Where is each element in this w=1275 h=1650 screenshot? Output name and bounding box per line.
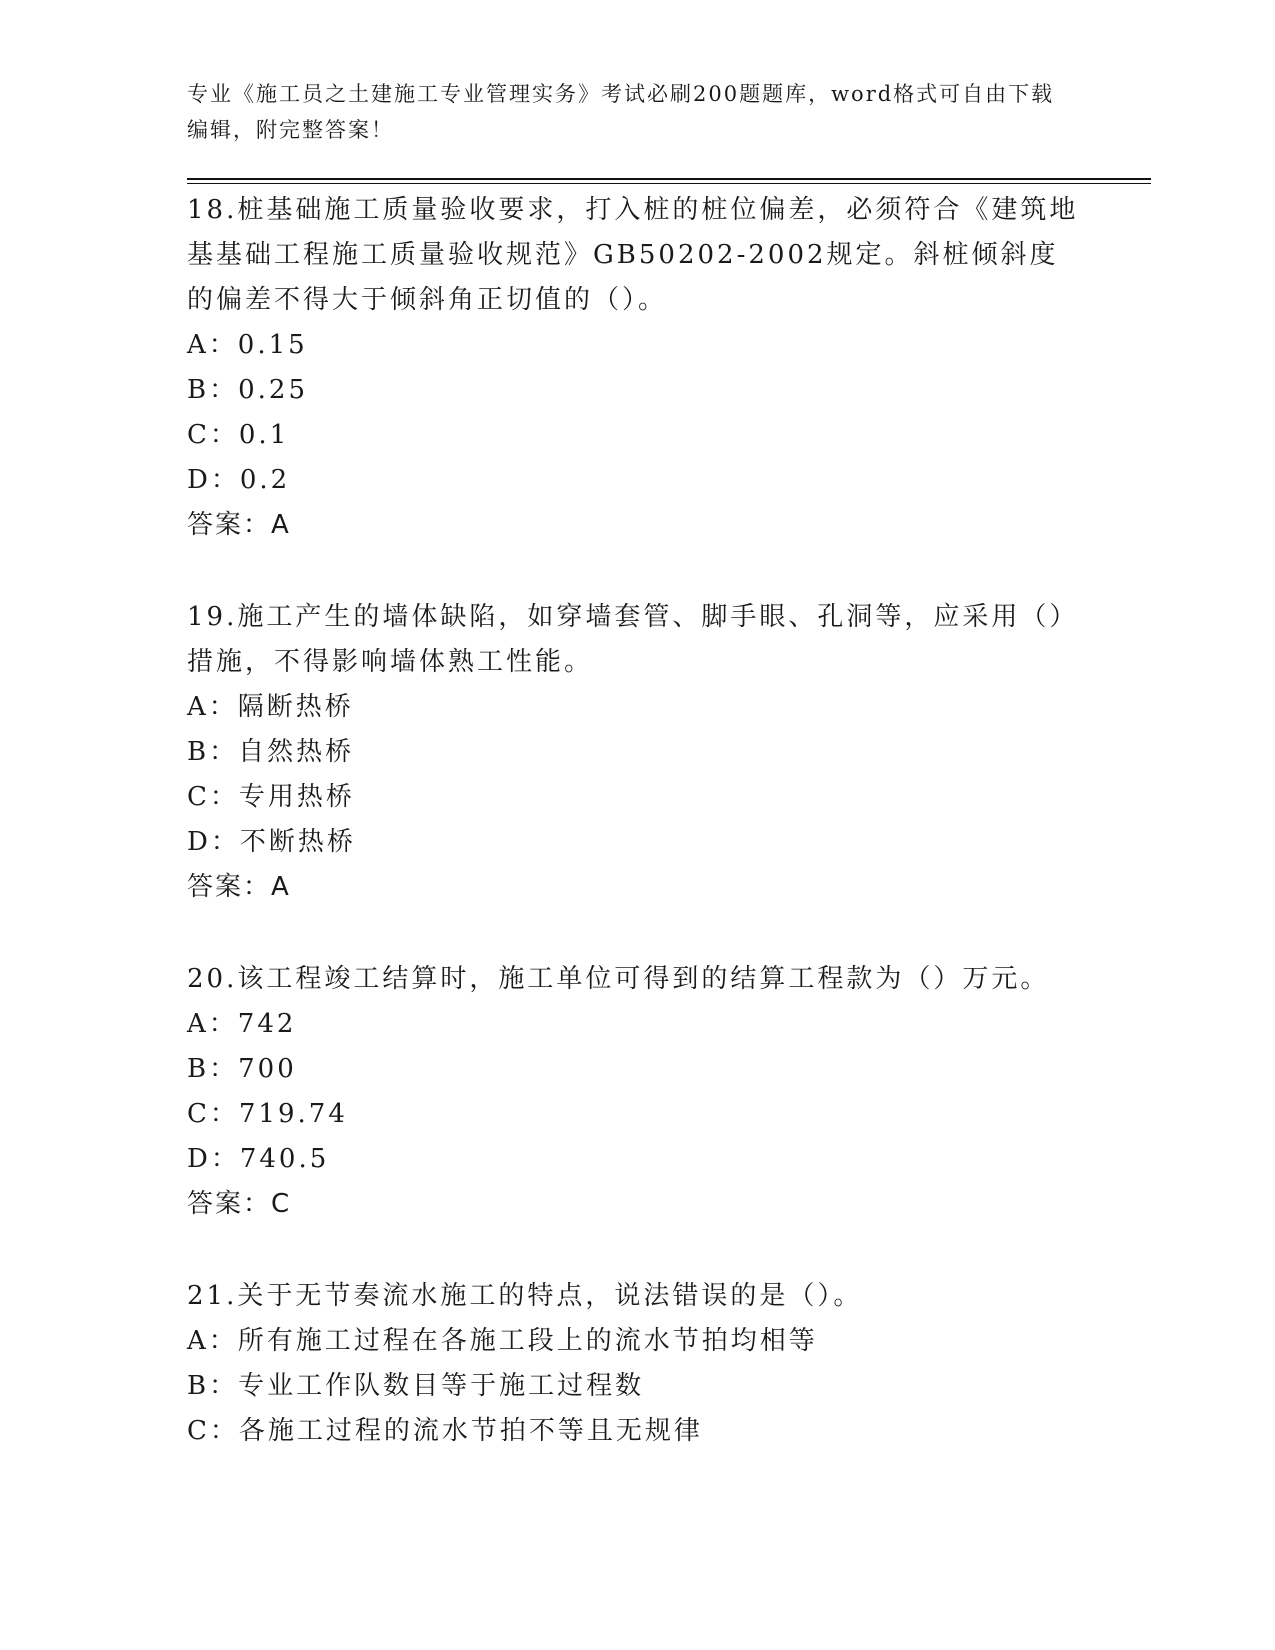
- option-d: D：不断热桥: [187, 827, 356, 857]
- answer: 答案：A: [187, 872, 291, 902]
- option-b: B：自然热桥: [187, 737, 355, 767]
- option-d: D：0.2: [187, 465, 291, 495]
- option-c: C：专用热桥: [187, 782, 355, 812]
- question-text: 19.施工产生的墙体缺陷，如穿墙套管、脚手眼、孔洞等，应采用（）措施，不得影响墙体熟工性能。: [187, 602, 1079, 677]
- option-a: A：所有施工过程在各施工段上的流水节拍均相等: [187, 1326, 818, 1356]
- option-c: C：0.1: [187, 420, 290, 450]
- header-divider-thin: [187, 183, 1151, 184]
- question-list: [187, 188, 1087, 1501]
- option-a: A：742: [187, 1009, 297, 1039]
- option-d: D：740.5: [187, 1144, 330, 1174]
- question-text: 21.关于无节奏流水施工的特点，说法错误的是（）。: [187, 1281, 863, 1311]
- option-c: C：719.74: [187, 1099, 348, 1129]
- option-a: A：隔断热桥: [187, 692, 354, 722]
- header-divider-thick: [187, 178, 1151, 180]
- question-20: [187, 957, 1087, 1227]
- answer: 答案：C: [187, 1189, 292, 1219]
- option-b: B：0.25: [187, 375, 308, 405]
- question-19: [187, 595, 1087, 910]
- question-21: [187, 1274, 1087, 1454]
- option-b: B：专业工作队数目等于施工过程数: [187, 1371, 645, 1401]
- question-18: [187, 188, 1087, 548]
- answer: 答案：A: [187, 510, 291, 540]
- question-text: 20.该工程竣工结算时，施工单位可得到的结算工程款为（）万元。: [187, 964, 1050, 994]
- document-header: 专业《施工员之土建施工专业管理实务》考试必刷200题题库，word格式可自由下载编辑，附完整答案！: [187, 82, 1055, 142]
- option-c: C：各施工过程的流水节拍不等且无规律: [187, 1416, 703, 1446]
- option-b: B：700: [187, 1054, 297, 1084]
- option-a: A：0.15: [187, 330, 308, 360]
- question-text: 18.桩基础施工质量验收要求，打入桩的桩位偏差，必须符合《建筑地基基础工程施工质量验收规范》GB50202-2002规定。斜桩倾斜度的偏差不得大于倾斜角正切值的（）。: [187, 195, 1079, 315]
